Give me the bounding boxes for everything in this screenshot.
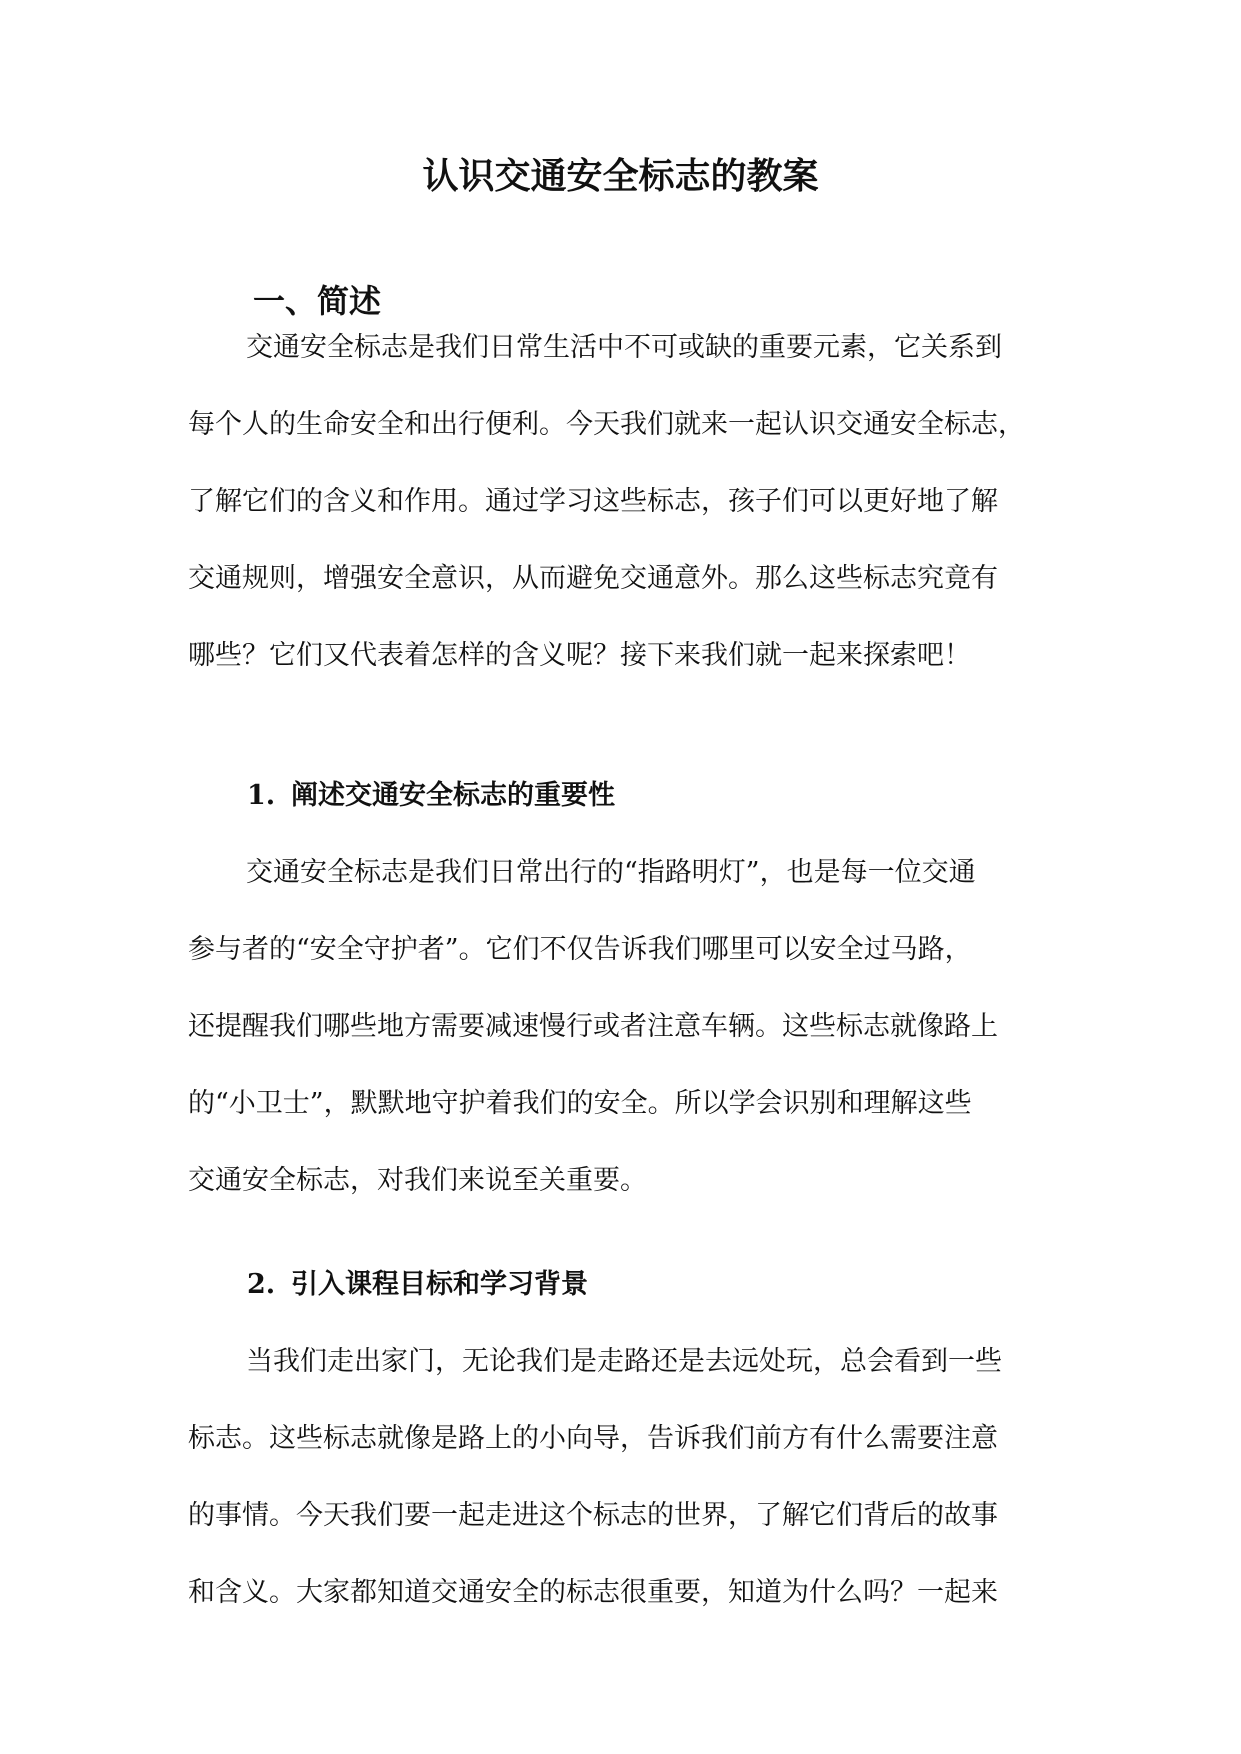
paragraph-line: 的“小卫士”，默默地守护着我们的安全。所以学会识别和理解这些 xyxy=(188,1088,972,1119)
paragraph-line: 标志。这些标志就像是路上的小向导，告诉我们前方有什么需要注意 xyxy=(188,1423,998,1454)
subsection-heading-goals xyxy=(247,1265,588,1305)
subsection-number: 2. xyxy=(247,1269,276,1300)
paragraph-line: 了解它们的含义和作用。通过学习这些标志，孩子们可以更好地了解 xyxy=(188,486,998,517)
paragraph-line: 参与者的“安全守护者”。它们不仅告诉我们哪里可以安全过马路， xyxy=(188,934,972,965)
paragraph-line: 交通安全标志是我们日常生活中不可或缺的重要元素，它关系到 xyxy=(246,332,1002,363)
paragraph-line: 交通安全标志是我们日常出行的“指路明灯”，也是每一位交通 xyxy=(246,857,976,888)
paragraph-line: 的事情。今天我们要一起走进这个标志的世界，了解它们背后的故事 xyxy=(188,1500,998,1531)
subsection-number: 1. xyxy=(247,780,276,811)
subsection-title: 引入课程目标和学习背景 xyxy=(291,1269,588,1300)
paragraph-line: 每个人的生命安全和出行便利。今天我们就来一起认识交通安全标志， xyxy=(188,409,1025,440)
overview-paragraph xyxy=(188,309,1058,694)
subsection-title: 阐述交通安全标志的重要性 xyxy=(291,780,615,811)
paragraph-line: 交通安全标志，对我们来说至关重要。 xyxy=(188,1165,647,1196)
subsection-heading-importance xyxy=(247,776,615,816)
paragraph-line: 当我们走出家门，无论我们是走路还是去远处玩，总会看到一些 xyxy=(246,1346,1002,1377)
goals-paragraph xyxy=(188,1323,1058,1631)
paragraph-line: 哪些？它们又代表着怎样的含义呢？接下来我们就一起来探索吧！ xyxy=(188,640,971,671)
paragraph-line: 还提醒我们哪些地方需要减速慢行或者注意车辆。这些标志就像路上 xyxy=(188,1011,998,1042)
paragraph-line: 和含义。大家都知道交通安全的标志很重要，知道为什么吗？一起来 xyxy=(188,1577,998,1608)
document-title: 认识交通安全标志的教案 xyxy=(422,155,819,197)
paragraph-line: 交通规则，增强安全意识，从而避免交通意外。那么这些标志究竟有 xyxy=(188,563,998,594)
section-heading-overview: 一、简述 xyxy=(253,282,382,320)
importance-paragraph xyxy=(188,834,1058,1219)
